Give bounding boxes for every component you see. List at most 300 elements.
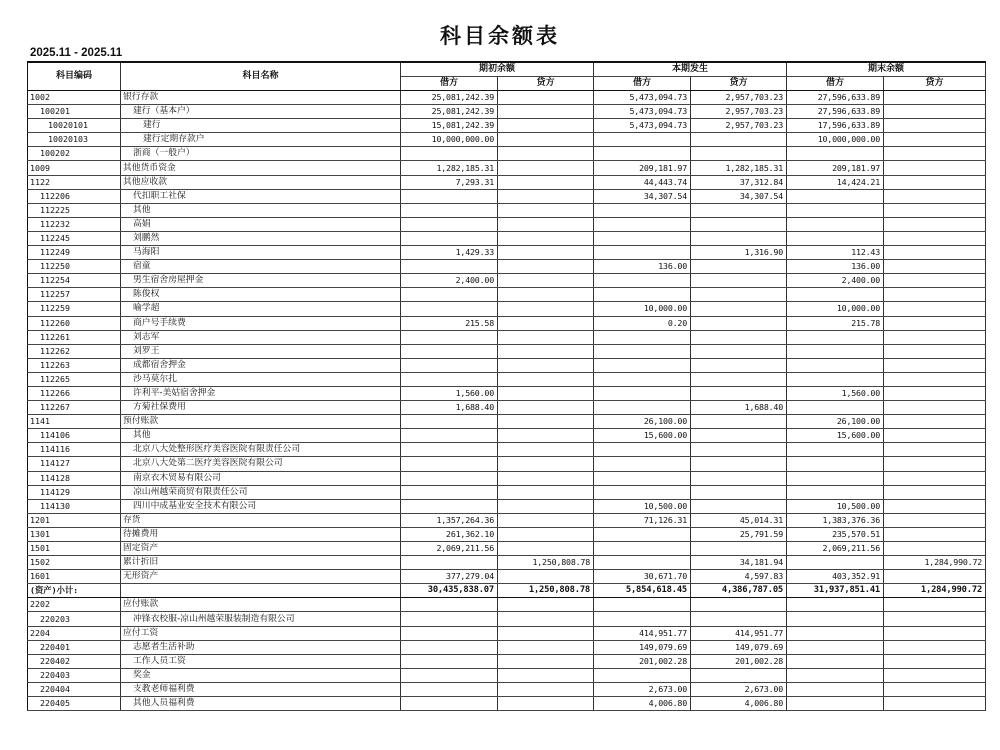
- header-opening-debit: 借方: [401, 77, 498, 91]
- opening-credit-cell: 1,250,808.78: [498, 556, 594, 570]
- closing-debit-cell: [787, 457, 884, 471]
- closing-debit-cell: [787, 231, 884, 245]
- current-credit-cell: 2,957,703.23: [691, 119, 787, 133]
- table-header: [28, 62, 986, 91]
- current-credit-cell: 34,181.94: [691, 556, 787, 570]
- opening-credit-cell: [498, 626, 594, 640]
- code-cell: 112254: [28, 274, 121, 288]
- table-row: [28, 344, 986, 358]
- header-opening-credit: 贷方: [498, 77, 594, 91]
- code-cell: 112245: [28, 231, 121, 245]
- current-credit-cell: [691, 203, 787, 217]
- closing-debit-cell: 27,596,633.89: [787, 105, 884, 119]
- opening-credit-cell: [498, 570, 594, 584]
- name-cell: 应付工资: [121, 626, 401, 640]
- opening-credit-cell: [498, 344, 594, 358]
- closing-debit-cell: 10,500.00: [787, 499, 884, 513]
- current-debit-cell: [594, 668, 691, 682]
- opening-credit-cell: [498, 288, 594, 302]
- name-cell: 四川中成基业安全技术有限公司: [121, 499, 401, 513]
- closing-debit-cell: 15,600.00: [787, 429, 884, 443]
- closing-debit-cell: [787, 203, 884, 217]
- current-debit-cell: [594, 358, 691, 372]
- closing-credit-cell: [884, 682, 986, 696]
- closing-credit-cell: [884, 161, 986, 175]
- table-row: [28, 274, 986, 288]
- opening-credit-cell: [498, 598, 594, 612]
- name-cell: 银行存款: [121, 91, 401, 105]
- report-title: 科目余额表: [440, 24, 560, 48]
- current-debit-cell: 5,473,094.73: [594, 105, 691, 119]
- code-cell: 100202: [28, 147, 121, 161]
- current-debit-cell: [594, 401, 691, 415]
- current-debit-cell: 209,181.97: [594, 161, 691, 175]
- closing-credit-cell: [884, 443, 986, 457]
- current-debit-cell: [594, 471, 691, 485]
- header-closing: 期末余额: [787, 62, 986, 77]
- header-code: 科目编码: [28, 62, 121, 91]
- report-period: 2025.11 - 2025.11: [30, 47, 123, 59]
- name-cell: 建行（基本户）: [121, 105, 401, 119]
- code-cell: 10020101: [28, 119, 121, 133]
- closing-credit-cell: 1,284,990.72: [884, 584, 986, 598]
- current-credit-cell: [691, 358, 787, 372]
- opening-debit-cell: [401, 485, 498, 499]
- opening-credit-cell: [498, 246, 594, 260]
- current-credit-cell: 1,688.40: [691, 401, 787, 415]
- name-cell: 北京八大处第二医疗美容医院有限公司: [121, 457, 401, 471]
- current-credit-cell: [691, 260, 787, 274]
- code-cell: 112265: [28, 372, 121, 386]
- closing-credit-cell: [884, 527, 986, 541]
- current-debit-cell: [594, 612, 691, 626]
- closing-credit-cell: [884, 260, 986, 274]
- table-row: [28, 485, 986, 499]
- code-cell: 1141: [28, 415, 121, 429]
- code-cell: 1002: [28, 91, 121, 105]
- opening-credit-cell: [498, 513, 594, 527]
- opening-debit-cell: 15,081,242.39: [401, 119, 498, 133]
- current-credit-cell: 2,957,703.23: [691, 105, 787, 119]
- opening-credit-cell: [498, 260, 594, 274]
- current-debit-cell: [594, 288, 691, 302]
- opening-debit-cell: 1,560.00: [401, 386, 498, 400]
- current-debit-cell: [594, 246, 691, 260]
- opening-debit-cell: [401, 457, 498, 471]
- current-credit-cell: 149,079.69: [691, 640, 787, 654]
- table-row: [28, 133, 986, 147]
- opening-credit-cell: [498, 203, 594, 217]
- opening-debit-cell: [401, 302, 498, 316]
- table-row: [28, 654, 986, 668]
- closing-credit-cell: [884, 499, 986, 513]
- current-debit-cell: [594, 386, 691, 400]
- closing-credit-cell: [884, 471, 986, 485]
- opening-debit-cell: [401, 612, 498, 626]
- name-cell: 应付账款: [121, 598, 401, 612]
- closing-debit-cell: [787, 147, 884, 161]
- opening-credit-cell: [498, 147, 594, 161]
- header-closing-credit: 贷方: [884, 77, 986, 91]
- current-debit-cell: 10,000.00: [594, 302, 691, 316]
- current-credit-cell: 2,673.00: [691, 682, 787, 696]
- opening-credit-cell: [498, 189, 594, 203]
- table-row: [28, 147, 986, 161]
- current-debit-cell: 149,079.69: [594, 640, 691, 654]
- opening-credit-cell: [498, 133, 594, 147]
- closing-credit-cell: [884, 175, 986, 189]
- table-row: [28, 697, 986, 711]
- name-cell: 刘鹏然: [121, 231, 401, 245]
- table-row: [28, 401, 986, 415]
- opening-credit-cell: [498, 499, 594, 513]
- closing-credit-cell: [884, 203, 986, 217]
- code-cell: 1501: [28, 542, 121, 556]
- opening-credit-cell: [498, 429, 594, 443]
- code-cell: 220402: [28, 654, 121, 668]
- current-credit-cell: [691, 147, 787, 161]
- code-cell: 112249: [28, 246, 121, 260]
- header-current: 本期发生: [594, 62, 787, 77]
- name-cell: 待摊费用: [121, 527, 401, 541]
- current-credit-cell: 45,014.31: [691, 513, 787, 527]
- current-credit-cell: [691, 231, 787, 245]
- code-cell: 112206: [28, 189, 121, 203]
- table-row: [28, 668, 986, 682]
- table-row: [28, 612, 986, 626]
- opening-debit-cell: [401, 443, 498, 457]
- name-cell: 宿童: [121, 260, 401, 274]
- closing-debit-cell: 10,000,000.00: [787, 133, 884, 147]
- closing-credit-cell: [884, 429, 986, 443]
- opening-debit-cell: 25,081,242.39: [401, 91, 498, 105]
- table-body: [28, 91, 986, 711]
- name-cell: 刘罗王: [121, 344, 401, 358]
- current-credit-cell: [691, 344, 787, 358]
- current-debit-cell: 30,671.70: [594, 570, 691, 584]
- code-cell: 1201: [28, 513, 121, 527]
- current-credit-cell: [691, 443, 787, 457]
- table-row: [28, 471, 986, 485]
- table-row: [28, 288, 986, 302]
- closing-debit-cell: 27,596,633.89: [787, 91, 884, 105]
- opening-debit-cell: 7,293.31: [401, 175, 498, 189]
- code-cell: 112261: [28, 330, 121, 344]
- opening-credit-cell: [498, 668, 594, 682]
- current-credit-cell: [691, 302, 787, 316]
- opening-credit-cell: [498, 697, 594, 711]
- name-cell: 方菊社保费用: [121, 401, 401, 415]
- name-cell: 冲锋衣校服-凉山州越荣服装制造有限公司: [121, 612, 401, 626]
- code-cell: 112263: [28, 358, 121, 372]
- opening-credit-cell: [498, 231, 594, 245]
- table-row: [28, 203, 986, 217]
- current-debit-cell: [594, 372, 691, 386]
- opening-debit-cell: [401, 288, 498, 302]
- opening-debit-cell: [401, 189, 498, 203]
- current-debit-cell: [594, 203, 691, 217]
- opening-debit-cell: 30,435,838.07: [401, 584, 498, 598]
- name-cell: 浙商（一般户）: [121, 147, 401, 161]
- table-row: [28, 415, 986, 429]
- opening-credit-cell: 1,250,808.78: [498, 584, 594, 598]
- name-cell: 无形资产: [121, 570, 401, 584]
- name-cell: 许利平-美姑宿舍押金: [121, 386, 401, 400]
- opening-debit-cell: [401, 598, 498, 612]
- current-credit-cell: 25,791.59: [691, 527, 787, 541]
- opening-credit-cell: [498, 217, 594, 231]
- name-cell: 支教老师福利费: [121, 682, 401, 696]
- closing-credit-cell: [884, 598, 986, 612]
- closing-credit-cell: [884, 513, 986, 527]
- current-debit-cell: 5,473,094.73: [594, 91, 691, 105]
- closing-credit-cell: [884, 358, 986, 372]
- closing-debit-cell: [787, 682, 884, 696]
- closing-debit-cell: [787, 697, 884, 711]
- closing-credit-cell: [884, 697, 986, 711]
- closing-credit-cell: [884, 415, 986, 429]
- closing-debit-cell: [787, 640, 884, 654]
- closing-debit-cell: 1,560.00: [787, 386, 884, 400]
- name-cell: 工作人员工资: [121, 654, 401, 668]
- header-name: 科目名称: [121, 62, 401, 91]
- current-debit-cell: 4,006.80: [594, 697, 691, 711]
- table-row: [28, 105, 986, 119]
- table-row: [28, 175, 986, 189]
- table-row: [28, 91, 986, 105]
- current-credit-cell: [691, 429, 787, 443]
- current-debit-cell: [594, 217, 691, 231]
- closing-credit-cell: [884, 654, 986, 668]
- closing-debit-cell: 112.43: [787, 246, 884, 260]
- opening-debit-cell: 1,282,185.31: [401, 161, 498, 175]
- closing-credit-cell: [884, 330, 986, 344]
- name-cell: 其他人员福利费: [121, 697, 401, 711]
- table-row: [28, 443, 986, 457]
- current-debit-cell: 5,854,618.45: [594, 584, 691, 598]
- code-cell: 220401: [28, 640, 121, 654]
- code-cell: 114128: [28, 471, 121, 485]
- opening-debit-cell: [401, 344, 498, 358]
- opening-debit-cell: [401, 231, 498, 245]
- closing-credit-cell: [884, 372, 986, 386]
- code-cell: 220203: [28, 612, 121, 626]
- current-credit-cell: 1,316.90: [691, 246, 787, 260]
- name-cell: 男生宿舍房屋押金: [121, 274, 401, 288]
- code-cell: (资产)小计:: [28, 584, 121, 598]
- name-cell: 建行定期存款户: [121, 133, 401, 147]
- header-current-debit: 借方: [594, 77, 691, 91]
- opening-debit-cell: 1,357,264.36: [401, 513, 498, 527]
- closing-debit-cell: 1,383,376.36: [787, 513, 884, 527]
- current-debit-cell: [594, 485, 691, 499]
- current-credit-cell: 37,312.84: [691, 175, 787, 189]
- table-row: [28, 260, 986, 274]
- code-cell: 112232: [28, 217, 121, 231]
- current-debit-cell: 0.20: [594, 316, 691, 330]
- closing-credit-cell: [884, 457, 986, 471]
- current-debit-cell: [594, 147, 691, 161]
- current-debit-cell: 136.00: [594, 260, 691, 274]
- closing-credit-cell: [884, 626, 986, 640]
- opening-debit-cell: 261,362.10: [401, 527, 498, 541]
- code-cell: 1009: [28, 161, 121, 175]
- opening-credit-cell: [498, 330, 594, 344]
- table-row: [28, 598, 986, 612]
- opening-credit-cell: [498, 386, 594, 400]
- current-credit-cell: 201,002.28: [691, 654, 787, 668]
- table-row: [28, 231, 986, 245]
- current-credit-cell: [691, 330, 787, 344]
- table-row: [28, 457, 986, 471]
- opening-debit-cell: [401, 429, 498, 443]
- opening-debit-cell: 1,429.33: [401, 246, 498, 260]
- code-cell: 114130: [28, 499, 121, 513]
- closing-credit-cell: [884, 668, 986, 682]
- code-cell: 1601: [28, 570, 121, 584]
- name-cell: 建行: [121, 119, 401, 133]
- table-row: [28, 626, 986, 640]
- opening-debit-cell: [401, 147, 498, 161]
- opening-debit-cell: 215.58: [401, 316, 498, 330]
- closing-debit-cell: 17,596,633.89: [787, 119, 884, 133]
- current-debit-cell: 10,500.00: [594, 499, 691, 513]
- code-cell: 114106: [28, 429, 121, 443]
- code-cell: 2204: [28, 626, 121, 640]
- closing-credit-cell: [884, 386, 986, 400]
- closing-debit-cell: [787, 654, 884, 668]
- table-row: [28, 161, 986, 175]
- closing-debit-cell: 136.00: [787, 260, 884, 274]
- table-row: [28, 640, 986, 654]
- current-debit-cell: 2,673.00: [594, 682, 691, 696]
- current-credit-cell: 414,951.77: [691, 626, 787, 640]
- closing-debit-cell: [787, 598, 884, 612]
- opening-credit-cell: [498, 457, 594, 471]
- header-row-top: [28, 62, 986, 77]
- name-cell: 马海阳: [121, 246, 401, 260]
- table-row: [28, 556, 986, 570]
- code-cell: 112225: [28, 203, 121, 217]
- closing-debit-cell: [787, 556, 884, 570]
- closing-debit-cell: 26,100.00: [787, 415, 884, 429]
- current-credit-cell: [691, 372, 787, 386]
- closing-credit-cell: [884, 91, 986, 105]
- code-cell: 1301: [28, 527, 121, 541]
- name-cell: 其他货币资金: [121, 161, 401, 175]
- current-debit-cell: [594, 527, 691, 541]
- table-row: [28, 429, 986, 443]
- current-credit-cell: [691, 274, 787, 288]
- table-row: [28, 189, 986, 203]
- table-row: [28, 246, 986, 260]
- closing-debit-cell: [787, 217, 884, 231]
- code-cell: 114129: [28, 485, 121, 499]
- current-credit-cell: [691, 288, 787, 302]
- name-cell: 高娟: [121, 217, 401, 231]
- closing-debit-cell: 31,937,851.41: [787, 584, 884, 598]
- table-row: [28, 542, 986, 556]
- code-cell: 220405: [28, 697, 121, 711]
- opening-credit-cell: [498, 316, 594, 330]
- opening-credit-cell: [498, 161, 594, 175]
- opening-credit-cell: [498, 471, 594, 485]
- code-cell: 112259: [28, 302, 121, 316]
- closing-debit-cell: [787, 401, 884, 415]
- name-cell: 奖金: [121, 668, 401, 682]
- name-cell: 其他应收款: [121, 175, 401, 189]
- closing-debit-cell: [787, 443, 884, 457]
- opening-debit-cell: 1,688.40: [401, 401, 498, 415]
- table-row: [28, 386, 986, 400]
- opening-credit-cell: [498, 682, 594, 696]
- name-cell: 刘志军: [121, 330, 401, 344]
- closing-credit-cell: [884, 485, 986, 499]
- code-cell: 112260: [28, 316, 121, 330]
- name-cell: 累计折旧: [121, 556, 401, 570]
- current-credit-cell: [691, 457, 787, 471]
- opening-debit-cell: [401, 654, 498, 668]
- current-debit-cell: [594, 274, 691, 288]
- header-closing-debit: 借方: [787, 77, 884, 91]
- current-debit-cell: 5,473,094.73: [594, 119, 691, 133]
- name-cell: 北京八大处整形医疗美容医院有限责任公司: [121, 443, 401, 457]
- closing-debit-cell: [787, 485, 884, 499]
- code-cell: 114127: [28, 457, 121, 471]
- opening-credit-cell: [498, 415, 594, 429]
- opening-credit-cell: [498, 640, 594, 654]
- closing-credit-cell: [884, 133, 986, 147]
- code-cell: 1122: [28, 175, 121, 189]
- code-cell: 220404: [28, 682, 121, 696]
- name-cell: 商户号手续费: [121, 316, 401, 330]
- table-row: [28, 330, 986, 344]
- closing-credit-cell: [884, 570, 986, 584]
- opening-debit-cell: [401, 217, 498, 231]
- code-cell: 220403: [28, 668, 121, 682]
- closing-debit-cell: [787, 668, 884, 682]
- opening-credit-cell: [498, 443, 594, 457]
- opening-credit-cell: [498, 485, 594, 499]
- opening-credit-cell: [498, 302, 594, 316]
- current-debit-cell: [594, 133, 691, 147]
- opening-debit-cell: [401, 499, 498, 513]
- current-credit-cell: 4,597.83: [691, 570, 787, 584]
- opening-credit-cell: [498, 372, 594, 386]
- name-cell: 预付账款: [121, 415, 401, 429]
- opening-debit-cell: [401, 697, 498, 711]
- name-cell: 沙马莫尔扎: [121, 372, 401, 386]
- closing-credit-cell: [884, 640, 986, 654]
- current-credit-cell: 4,006.80: [691, 697, 787, 711]
- opening-credit-cell: [498, 542, 594, 556]
- opening-debit-cell: [401, 640, 498, 654]
- current-debit-cell: [594, 542, 691, 556]
- closing-debit-cell: 403,352.91: [787, 570, 884, 584]
- table-row: [28, 217, 986, 231]
- closing-credit-cell: [884, 288, 986, 302]
- code-cell: 112262: [28, 344, 121, 358]
- closing-credit-cell: [884, 344, 986, 358]
- closing-credit-cell: [884, 542, 986, 556]
- opening-credit-cell: [498, 401, 594, 415]
- current-credit-cell: [691, 668, 787, 682]
- current-debit-cell: [594, 457, 691, 471]
- table-row: [28, 372, 986, 386]
- closing-debit-cell: 215.78: [787, 316, 884, 330]
- opening-debit-cell: 377,279.04: [401, 570, 498, 584]
- closing-debit-cell: [787, 372, 884, 386]
